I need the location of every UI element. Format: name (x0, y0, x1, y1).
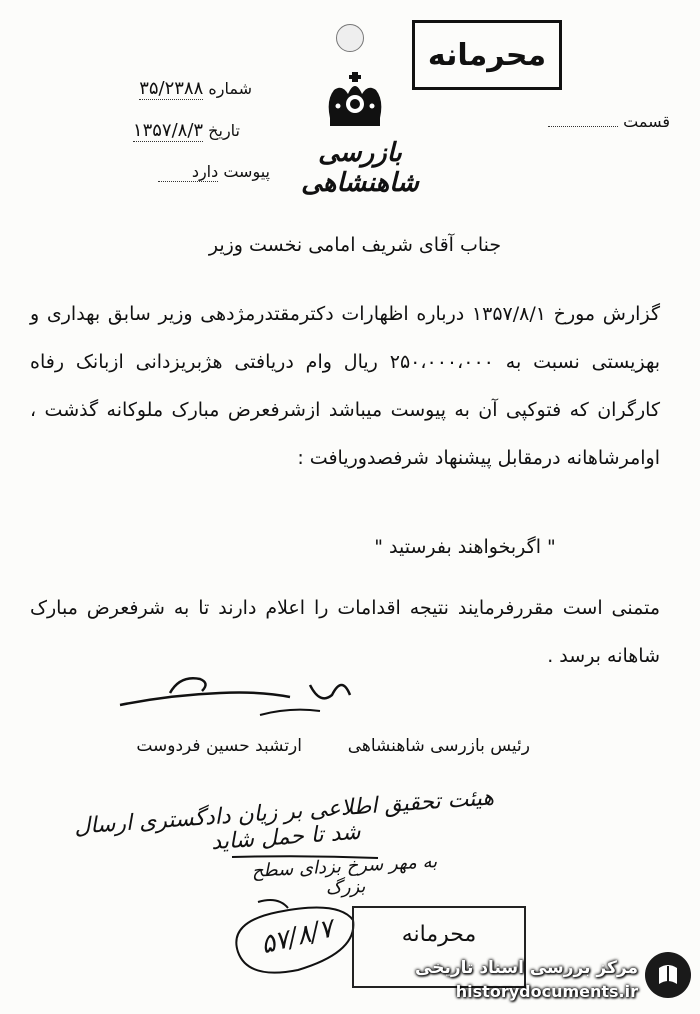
date-value: ۱۳۵۷/۸/۳ (132, 120, 204, 141)
punch-hole (336, 24, 364, 52)
handwritten-note-line2: به مهر سرخ بزدای سطح بزرگ (251, 851, 438, 900)
meta-date (60, 120, 240, 142)
organization-name: بازرسی شاهنشاهی (301, 138, 419, 198)
watermark-logo-icon (645, 952, 691, 998)
watermark-url: historydocuments.ir (455, 982, 638, 1001)
body-paragraph-1: گزارش مورخ ۱۳۵۷/۸/۱ درباره اظهارات دکترمقتدرمژدهی وزیر سابق بهداری و بهزیستی نسبت به ۲۵۰،۰۰۰،۰۰۰ ریال وام دریافتی هژبریزدانی ازبانک رفاه کارگران که فتوکپی آن به پیوست میباشد ازشرفعرض مبارک ملوکانه گذشت ، اوامرشاهانه درمقابل پیشنهاد شرفصدوریافت : (30, 303, 660, 469)
classification-stamp: محرمانه (412, 20, 562, 90)
signature-scribble (110, 665, 370, 735)
meta-attachment (120, 162, 270, 182)
body-paragraph-2: متمنی است مقررفرمایند نتیجه اقدامات را اعلام دارند تا به شرفعرض مبارک شاهانه برسد . (30, 597, 660, 667)
crown-emblem-icon (320, 72, 390, 132)
handwritten-note-line1: هیئت تحقیق اطلاعی بر زیان دادگستری ارسال شد تا حمل شاید (73, 785, 495, 856)
attachment-value: دارد (158, 162, 218, 182)
signature-name: ارتشبد حسین فردوست (136, 736, 302, 756)
attachment-label: پیوست (223, 162, 270, 181)
section-value (548, 126, 618, 127)
meta-number (82, 78, 252, 100)
watermark-name: مرکز بررسی اسناد تاریخی (415, 958, 638, 978)
number-label: شماره (208, 79, 252, 98)
handwritten-date: ۵۷/۸/۷ (257, 913, 337, 961)
section-label: قسمت (623, 112, 670, 131)
handwritten-underline (230, 845, 380, 851)
addressee: جناب آقای شریف امامی نخست وزیر (208, 234, 502, 256)
number-value: ۳۵/۲۳۸۸ (139, 78, 204, 99)
date-label: تاریخ (208, 121, 240, 140)
royal-order-quote: " اگربخواهند بفرستید " (374, 536, 556, 558)
signature-title: رئیس بازرسی شاهنشاهی (347, 736, 530, 756)
classification-stamp-bottom: محرمانه (352, 906, 526, 988)
meta-section (530, 112, 670, 131)
